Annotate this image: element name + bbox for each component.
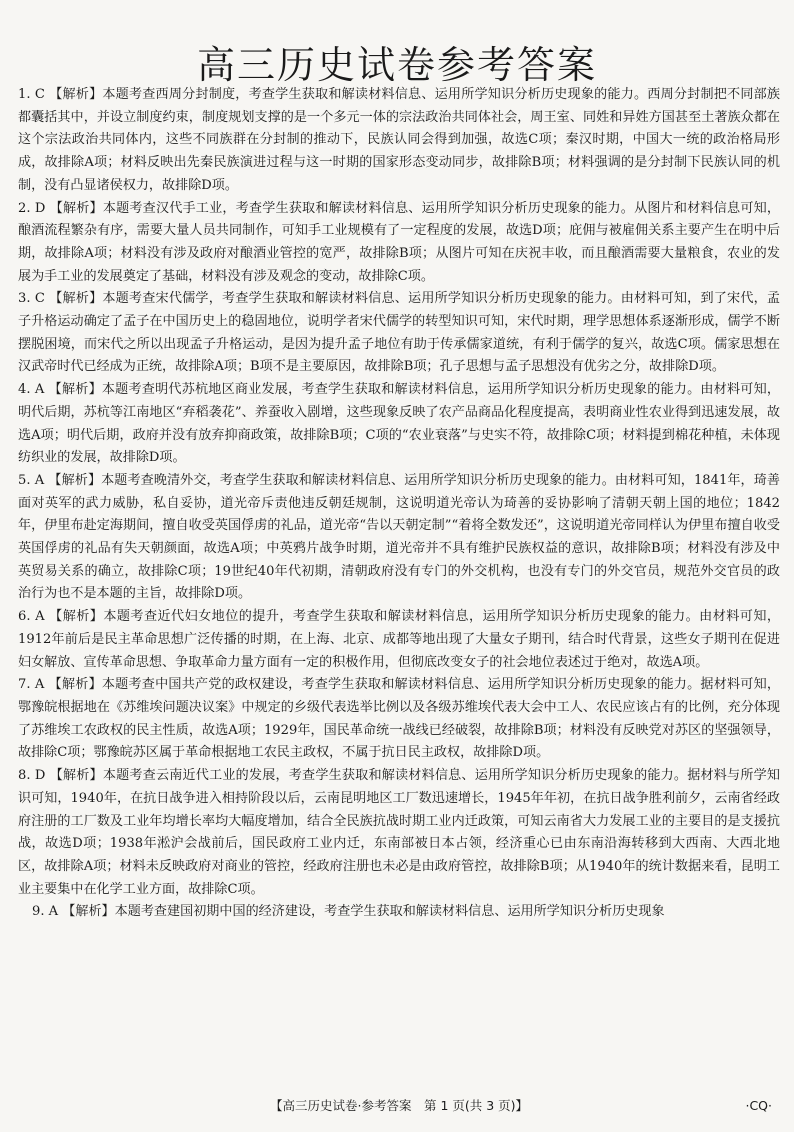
answer-item-4: 4. A 【解析】本题考查明代苏杭地区商业发展，考查学生获取和解读材料信息，运用所学知识分析历史现象的能力。由材料可知，明代后期，苏杭等江南地区“弃稻袭花”、养蚕收入剧增，这些现象反映了农产品商品化程度提高，表明商业性农业得到迅速发展，故选A项；明代后期，政府并没有放弃抑商政策，故排除B项；C项的“农业衰落”与史实不符，故排除C项；材料提到棉花种植，未体现纺织业的发展，故排除D项。 — [18, 382, 780, 466]
answer-item-7: 7. A 【解析】本题考查中国共产党的政权建设，考查学生获取和解读材料信息、运用所学知识分析历史现象的能力。据材料可知，鄂豫皖根据地在《苏维埃问题决议案》中规定的乡级代表选举比例以及各级苏维埃代表大会中工人、农民应该占有的比例，充分体现了苏维埃工农政权的民主性质，故选A项；1929年，国民革命统一战线已经破裂，故排除B项；材料没有反映党对苏区的坚强领导，故排除C项；鄂豫皖苏区属于革命根据地工农民主政权，不属于抗日民主政权，故排除D项。 — [18, 677, 780, 761]
answer-item-5: 5. A 【解析】本题考查晚清外交，考查学生获取和解读材料信息、运用所学知识分析历史现象的能力。由材料可知，1841年，琦善面对英军的武力威胁，私自妥协，道光帝斥责他违反朝廷规制，这说明道光帝认为琦善的妥协影响了清朝天朝上国的地位；1842年，伊里布赴定海期间，擅自收受英国俘虏的礼品，道光帝“告以天朝定制”“着将全数发还”，这说明道光帝同样认为伊里布擅自收受英国俘虏的礼品有失天朝颜面，故选A项；中英鸦片战争时期，道光帝并不具有维护民族权益的意识，故排除B项；材料没有涉及中英贸易关系的确立，故排除C项；19世纪40年代初期，清朝政府没有专门的外交机构，也没有专门的外交官员，规范外交官员的政治行为也不是本题的主旨，故排除D项。 — [18, 472, 780, 602]
answer-list — [18, 84, 780, 924]
answer-item-6: 6. A 【解析】本题考查近代妇女地位的提升，考查学生获取和解读材料信息，运用所学知识分析历史现象的能力。由材料可知，1912年前后是民主革命思想广泛传播的时期，在上海、北京、成都等地出现了大量女子期刊，结合时代背景，这些女子期刊在促进妇女解放、宣传革命思想、争取革命力量方面有一定的积极作用，但彻底改变女子的社会地位表述过于绝对，故选A项。 — [18, 609, 780, 670]
answer-item-1: 1. C 【解析】本题考查西周分封制度，考查学生获取和解读材料信息、运用所学知识分析历史现象的能力。西周分封制把不同部族都囊括其中，并设立制度约束，制度规划支撑的是一个多元一体的宗法政治共同体社会，周王室、同姓和异姓方国甚至土著族众都在这个宗法政治共同体内，这些不同族群在分封制的推动下，民族认同会得到加强，故选C项；秦汉时期，中国大一统的政治格局形成，故排除A项；材料反映出先秦民族演进过程与这一时期的国家形态变动同步，故排除B项；材料强调的是分封制下民族认同的机制，没有凸显诸侯权力，故排除D项。 — [18, 87, 780, 193]
page-title: 高三历史试卷参考答案 — [196, 43, 597, 88]
answer-item-3: 3. C 【解析】本题考查宋代儒学，考查学生获取和解读材料信息、运用所学知识分析历史现象的能力。由材料可知，到了宋代，孟子升格运动确定了孟子在中国历史上的稳固地位，说明学者宋代儒学的转型知识可知，宋代时期，理学思想体系逐渐形成，儒学不断摆脱困境，而宋代之所以出现孟子升格运动，是因为提升孟子地位有助于传承儒家道统，有利于儒学的复兴，故选C项。儒家思想在汉武帝时代已经成为正统，故排除A项；B项不是主要原因，故排除B项；孔子思想与孟子思想没有优劣之分，故排除D项。 — [18, 291, 780, 375]
footer-page-info: 【高三历史试卷·参考答案 第 1 页(共 3 页)】 — [270, 1098, 529, 1113]
footer-region-code: ·CQ· — [745, 1098, 772, 1113]
answer-item-2: 2. D 【解析】本题考查汉代手工业，考查学生获取和解读材料信息、运用所学知识分析历史现象的能力。从图片和材料信息可知，酿酒流程繁杂有序，需要大量人员共同制作，可知手工业规模有了一定程度的发展，故选D项；庇佣与被雇佣关系主要产生在明中后期，故排除A项；材料没有涉及政府对酿酒业管控的宽严，故排除B项；从图片可知在庆祝丰收，而且酿酒需要大量粮食，农业的发展为手工业的发展奠定了基础，材料没有涉及观念的变动，故排除C项。 — [18, 200, 780, 284]
page-footer — [0, 1094, 794, 1118]
answer-item-8: 8. D 【解析】本题考查云南近代工业的发展，考查学生获取和解读材料信息、运用所学知识分析历史现象的能力。据材料与所学知识可知，1940年，在抗日战争进入相持阶段以后，云南昆明地区工厂数迅速增长，1945年年初，在抗日战争胜利前夕，云南省经政府注册的工厂数及工业年均增长率均大幅度增加，结合全民族抗战时期工业内迁政策，可知云南省大力发展工业的主要目的是支援抗战，故选D项；1938年淞沪会战前后，国民政府工业内迁，东南部被日本占领，经济重心已由东南沿海转移到大西南、大西北地区，故排除A项；材料未反映政府对商业的管控，经政府注册也未必是由政府管控，故排除B项；从1940年的统计数据来看，昆明工业主要集中在化学工业方面，故排除C项。 — [18, 768, 780, 897]
answer-item-9: 9. A 【解析】本题考查建国初期中国的经济建设，考查学生获取和解读材料信息、运用所学知识分析历史现象 — [32, 904, 665, 920]
